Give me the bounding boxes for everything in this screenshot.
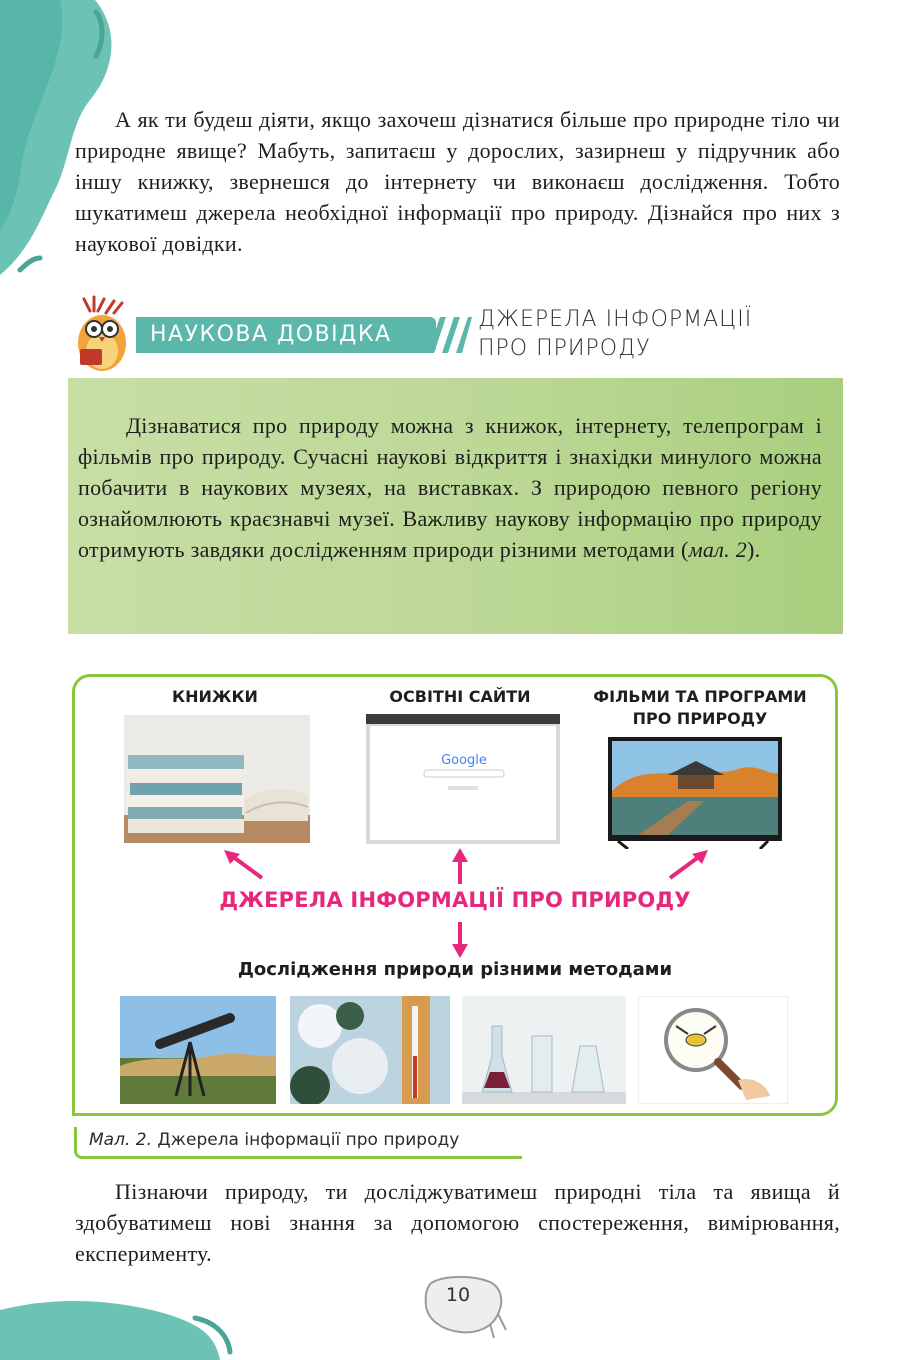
page-number-splash [420, 1272, 510, 1342]
owl-mascot-icon [70, 295, 136, 375]
thermometer-photo [290, 996, 450, 1104]
methods-title: Дослідження природи різними методами [237, 959, 673, 980]
outro-paragraph [75, 1176, 840, 1269]
books-label: КНИЖКИ [172, 687, 258, 706]
tv-photo [608, 737, 782, 849]
sites-label: ОСВІТНІ САЙТИ [389, 687, 531, 706]
intro-paragraph [75, 104, 840, 259]
figure-caption [74, 1127, 522, 1159]
sources-title: ДЖЕРЕЛА ІНФОРМАЦІЇ ПРО ПРИРОДУ [219, 888, 691, 912]
films-label-line1: ФІЛЬМИ ТА ПРОГРАМИ [593, 687, 807, 706]
reference-body: Дізнаватися про природу можна з книжок, інтернету, телепрограм і фільмів про природу. Сучасні наукові відкриття і знахідки минулого можна побачити в наукових музеях, на виставках. З природою певного регіону ознайомлюють краєзнавчі музеї. Важливу наукову інформацію про природу отримують завдяки дослідженням природи різними методами ( [78, 413, 822, 562]
browser-screenshot [366, 714, 560, 844]
lab-glassware-photo [462, 996, 626, 1104]
arrow-to-books-icon [218, 848, 268, 882]
reference-note-text [78, 410, 822, 565]
intro-text: А як ти будеш діяти, якщо захочеш дізнатися більше про природне тіло чи природне явище? Мабуть, запитаєш у дорослих, зазирнеш у підручник або іншу книжку, звернешся до інтернету чи виконаєш дослідження. Тобто шукатимеш джерела необхідної інформації про природу. Дізнайся про них з наукової довідки. [75, 107, 840, 256]
reference-title-line1: ДЖЕРЕЛА ІНФОРМАЦІЇ [478, 307, 753, 332]
magnifier-bee-photo [638, 996, 788, 1104]
page-number: 10 [445, 1284, 471, 1306]
arrow-to-methods-icon [450, 920, 470, 958]
reference-body-end: ). [747, 537, 761, 562]
arrow-to-sites-icon [450, 848, 470, 886]
films-label-line2: ПРО ПРИРОДУ [632, 709, 768, 728]
badge-stripes [422, 317, 472, 353]
films-label [580, 686, 820, 730]
reference-title-line2: ПРО ПРИРОДУ [478, 336, 651, 361]
books-photo [124, 715, 310, 843]
reference-header [70, 295, 830, 375]
google-logo: Google [441, 753, 487, 768]
reference-title [478, 305, 818, 363]
reference-badge: НАУКОВА ДОВІДКА [136, 317, 436, 353]
caption-label: Мал. 2. [89, 1130, 152, 1150]
outro-text: Пізнаючи природу, ти досліджуватимеш природні тіла та явища й здобуватимеш нові знання за допомогою спостереження, вимірювання, експерименту. [75, 1179, 840, 1266]
caption-text: Джерела інформації про природу [151, 1130, 460, 1150]
telescope-photo [120, 996, 276, 1104]
arrow-to-films-icon [664, 848, 714, 882]
figure-reference-link: мал. 2 [688, 537, 748, 562]
